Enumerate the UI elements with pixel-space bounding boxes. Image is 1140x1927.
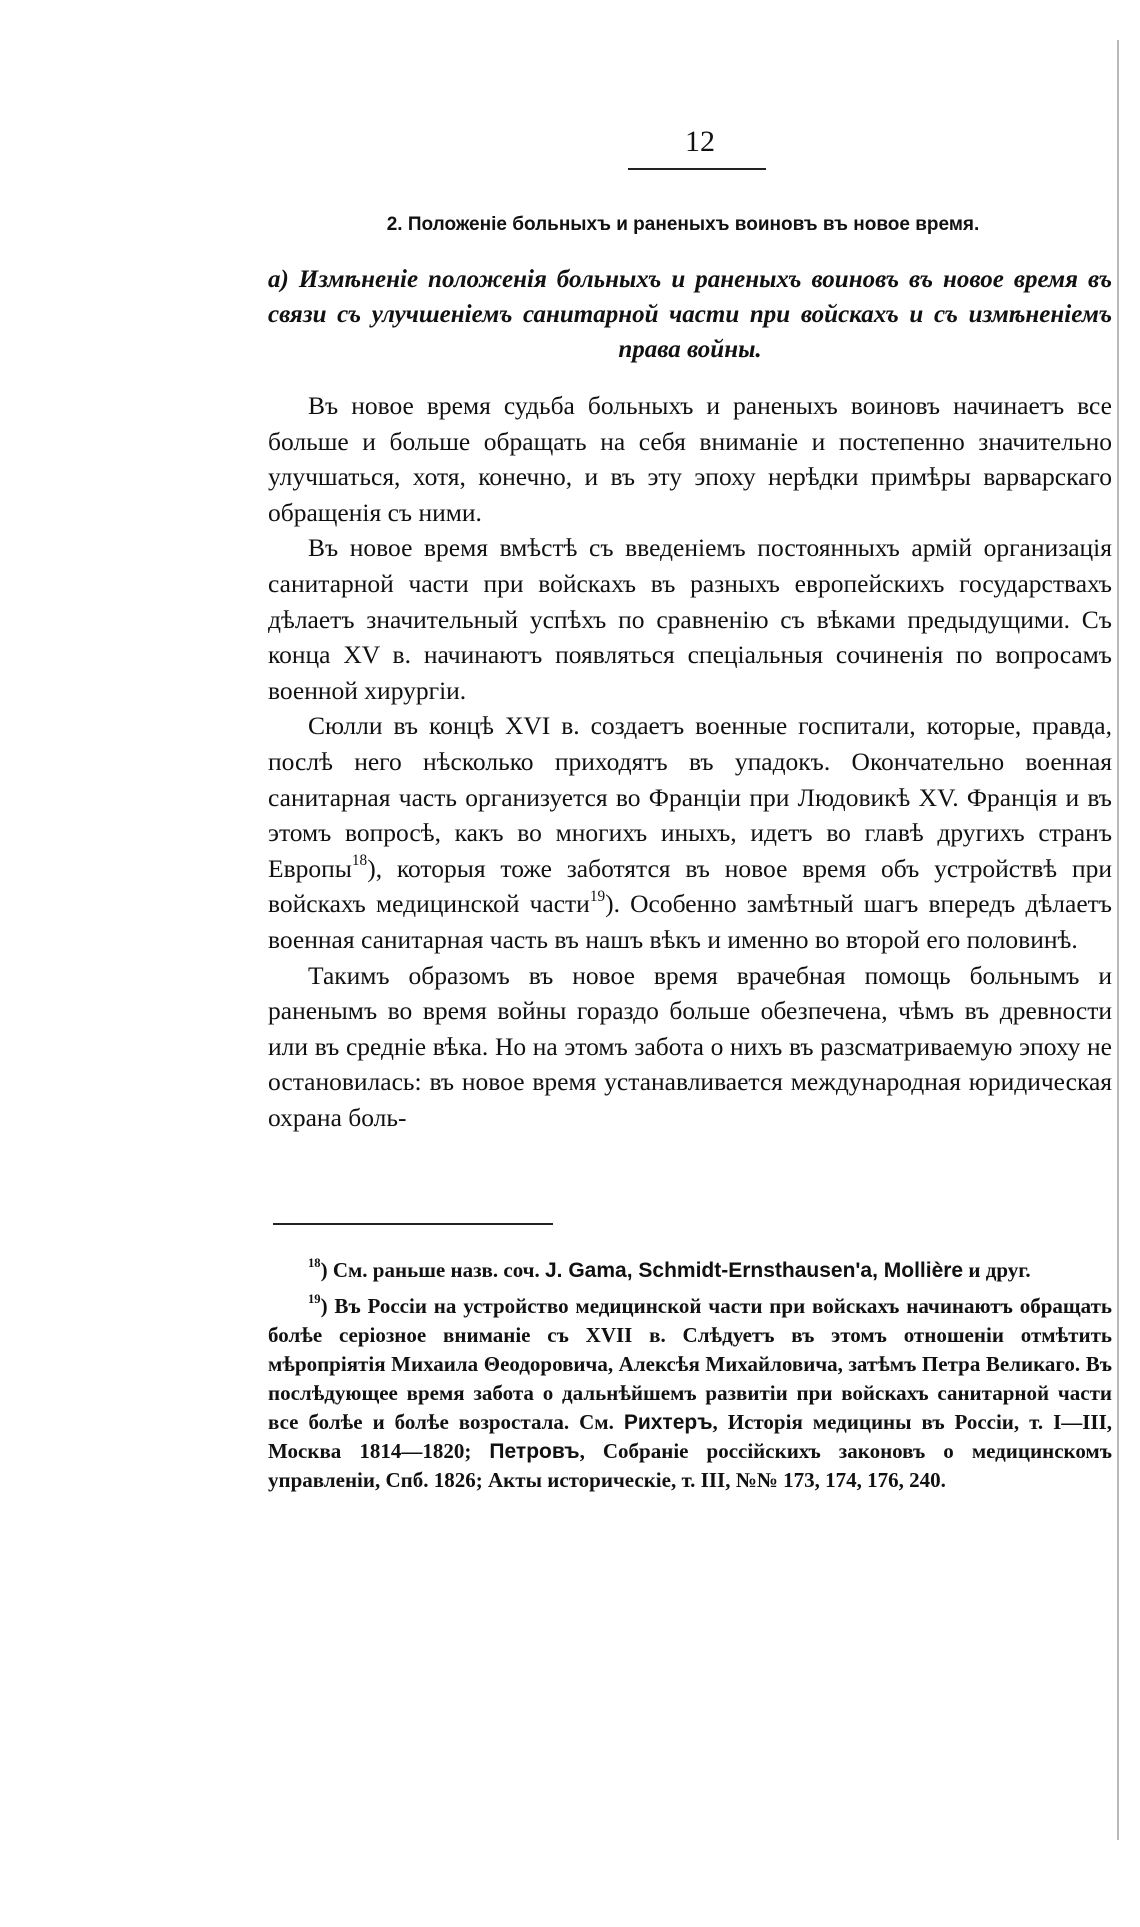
footnotes [268,1256,1112,1502]
footnote-18-tail: и друг. [963,1258,1031,1282]
paragraph-2: Въ новое время вмѣстѣ съ введеніемъ постоянныхъ армій организація санитарной части при войскахъ въ разныхъ европейскихъ государствахъ дѣлаетъ значительный успѣхъ по сравненію съ вѣками предыдущими. Съ конца XV в. начинаютъ появляться спеціальныя сочиненія по вопросамъ военной хирургіи. [268,533,1112,705]
footnote-19-ref-richter: Рихтеръ [623,1411,713,1434]
footnote-rule [273,1223,553,1225]
subsection-title: а) Измѣненіе положенія больныхъ и раненыхъ воиновъ въ новое время въ связи съ улучшеніемъ санитарной части при войскахъ и съ измѣненіемъ права войны. [268,266,1112,363]
page-number-rule [628,168,766,170]
footnote-19-number: 19 [308,1292,321,1307]
footnote-18-authors: J. Gama, Schmidt-Ernsthausen'a, Mollière [545,1259,964,1282]
paragraph-3-part-2: ), которыя тоже заботятся въ новое время объ устройствѣ при войскахъ медицинской части [268,853,1112,919]
footnote-18-lead: ) См. раньше назв. соч. [320,1258,545,1282]
paragraph-1: Въ новое время судьба больныхъ и раненыхъ воиновъ начинаетъ все больше и больше обращать на себя вниманіе и постепенно значительно улучшаться, хотя, конечно, и въ эту эпоху нерѣдки примѣры варварскаго обращенія съ ними. [268,391,1112,527]
footnote-ref-18[interactable]: 18 [351,851,368,869]
section-title: 2. Положеніе больныхъ и раненыхъ воиновъ въ новое время. [386,214,980,235]
footnote-19 [268,1292,1112,1495]
paragraph-3-part-1: Сюлли въ концѣ XVI в. создаетъ военные госпитали, которые, правда, послѣ него нѣсколько приходятъ въ упадокъ. Окончательно военная санитарная часть организуется во Франціи при Людовикѣ XV. Франція и въ этомъ вопросѣ, какъ во многихъ иныхъ, идетъ во главѣ другихъ странъ Европы [268,711,1112,883]
page-number: 12 [685,125,715,158]
footnote-18-number: 18 [308,1256,321,1271]
paragraph-3-part-3: ). Особенно замѣтный шагъ впередъ дѣлаетъ военная санитарная часть въ нашъ вѣкъ и именно во второй его половинѣ. [268,889,1112,954]
footnote-19-tail: , Собраніе россійскихъ законовъ о медицинскомъ управленіи, Спб. 1826; Акты историческіе, т. III, №№ 173, 174, 176, 240. [268,1439,1112,1492]
page-edge-line [1117,40,1119,1840]
footnote-19-mid: , Исторія медицины въ Россіи, т. I—III, Москва 1814—1820; [268,1410,1113,1463]
paragraph-3 [268,708,1112,957]
footnote-19-ref-petrov: Петровъ [489,1440,580,1463]
footnote-18 [268,1256,1112,1285]
footnote-19-lead: ) Въ Россіи на устройство медицинской части при войскахъ начинаютъ обращать болѣе серіозное вниманіе съ XVII в. Слѣдуетъ въ этомъ отношеніи отмѣтить мѣропріятія Михаила Θеодоровича, Алексѣя Михайловича, затѣмъ Петра Великаго. Въ послѣдующее время забота о дальнѣйшемъ развитіи при войскахъ санитарной части все болѣе и болѣе возростала. См. [268,1294,1112,1434]
paragraph-4: Такимъ образомъ въ новое время врачебная помощь больнымъ и раненымъ во время войны гораздо больше обезпечена, чѣмъ въ древности или въ средніе вѣка. Но на этомъ забота о нихъ въ разсматриваемую эпоху не остановилась: въ новое время устанавливается международная юридическая охрана боль- [268,960,1112,1132]
body-text [268,388,1112,1135]
footnote-ref-19[interactable]: 19 [589,887,606,905]
